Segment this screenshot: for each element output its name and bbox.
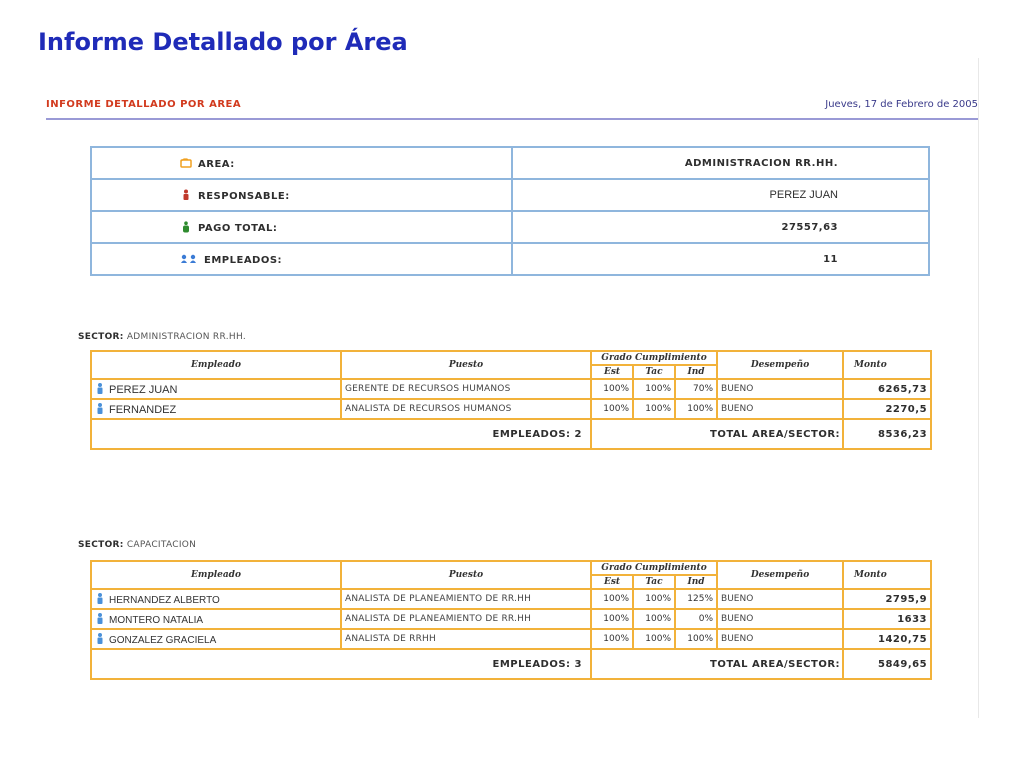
col-grado: Grado Cumplimiento	[591, 561, 717, 575]
grade-est: 100%	[591, 379, 633, 399]
person-icon	[96, 633, 104, 644]
col-monto: Monto	[843, 561, 931, 589]
col-empleado: Empleado	[91, 351, 341, 379]
employee-amount: 6265,73	[843, 379, 931, 399]
total-value: 5849,65	[843, 649, 931, 679]
grade-est: 100%	[591, 609, 633, 629]
employee-position: ANALISTA DE RRHH	[341, 629, 591, 649]
table-total-row	[91, 419, 931, 449]
money-bag-icon	[180, 221, 192, 233]
grade-ind: 100%	[675, 629, 717, 649]
employee-amount: 2270,5	[843, 399, 931, 419]
grade-tac: 100%	[633, 629, 675, 649]
col-monto: Monto	[843, 351, 931, 379]
total-label: TOTAL AREA/SECTOR:	[591, 419, 843, 449]
employee-name: GONZALEZ GRACIELA	[109, 634, 217, 646]
table-header	[91, 351, 931, 365]
employee-amount: 1420,75	[843, 629, 931, 649]
sector-label-prefix: SECTOR:	[78, 332, 124, 342]
table-total-row	[91, 649, 931, 679]
col-ind: Ind	[675, 365, 717, 379]
total-label: TOTAL AREA/SECTOR:	[591, 649, 843, 679]
employee-position: ANALISTA DE PLANEAMIENTO DE RR.HH	[341, 589, 591, 609]
area-value: ADMINISTRACION RR.HH.	[512, 147, 929, 179]
col-tac: Tac	[633, 575, 675, 589]
sector-table	[90, 350, 932, 450]
total-value: 8536,23	[843, 419, 931, 449]
responsable-label: RESPONSABLE:	[198, 190, 290, 202]
table-row	[91, 399, 931, 419]
summary-row-pago	[91, 211, 929, 243]
grade-tac: 100%	[633, 379, 675, 399]
report-date: Jueves, 17 de Febrero de 2005	[825, 99, 978, 110]
report-panel	[46, 58, 979, 718]
col-puesto: Puesto	[341, 351, 591, 379]
employee-count: EMPLEADOS: 2	[91, 419, 591, 449]
person-icon	[96, 383, 104, 394]
summary-table	[90, 146, 930, 276]
col-est: Est	[591, 575, 633, 589]
grade-ind: 70%	[675, 379, 717, 399]
folder-icon	[180, 157, 192, 169]
col-est: Est	[591, 365, 633, 379]
col-puesto: Puesto	[341, 561, 591, 589]
employee-position: ANALISTA DE RECURSOS HUMANOS	[341, 399, 591, 419]
grade-est: 100%	[591, 399, 633, 419]
summary-row-responsable	[91, 179, 929, 211]
sector-label-prefix: SECTOR:	[78, 540, 124, 550]
col-ind: Ind	[675, 575, 717, 589]
col-grado: Grado Cumplimiento	[591, 351, 717, 365]
summary-row-area	[91, 147, 929, 179]
people-icon	[180, 253, 198, 265]
sector-table	[90, 560, 932, 680]
pago-label: PAGO TOTAL:	[198, 222, 278, 234]
employee-performance: BUENO	[717, 609, 843, 629]
grade-tac: 100%	[633, 609, 675, 629]
area-label: AREA:	[198, 158, 235, 170]
summary-row-empleados	[91, 243, 929, 275]
table-row	[91, 609, 931, 629]
employee-performance: BUENO	[717, 589, 843, 609]
person-icon	[96, 613, 104, 624]
empleados-value: 11	[512, 243, 929, 275]
grade-tac: 100%	[633, 399, 675, 419]
table-row	[91, 629, 931, 649]
employee-name: HERNANDEZ ALBERTO	[109, 594, 220, 606]
report-header	[46, 96, 978, 120]
employee-amount: 2795,9	[843, 589, 931, 609]
employee-position: GERENTE DE RECURSOS HUMANOS	[341, 379, 591, 399]
employee-amount: 1633	[843, 609, 931, 629]
person-icon	[96, 403, 104, 414]
table-header	[91, 561, 931, 575]
employee-position: ANALISTA DE PLANEAMIENTO DE RR.HH	[341, 609, 591, 629]
grade-est: 100%	[591, 589, 633, 609]
sector-name: CAPACITACION	[126, 540, 197, 550]
empleados-label: EMPLEADOS:	[204, 254, 283, 266]
sector-name: ADMINISTRACION RR.HH.	[126, 332, 247, 342]
col-desempeno: Desempeño	[717, 561, 843, 589]
slide-title: Informe Detallado por Área	[38, 28, 408, 56]
grade-ind: 125%	[675, 589, 717, 609]
col-desempeno: Desempeño	[717, 351, 843, 379]
grade-ind: 100%	[675, 399, 717, 419]
pago-value: 27557,63	[512, 211, 929, 243]
employee-performance: BUENO	[717, 399, 843, 419]
grade-ind: 0%	[675, 609, 717, 629]
grade-tac: 100%	[633, 589, 675, 609]
employee-name: PEREZ JUAN	[109, 383, 178, 396]
employee-count: EMPLEADOS: 3	[91, 649, 591, 679]
employee-performance: BUENO	[717, 379, 843, 399]
person-icon	[180, 189, 192, 201]
table-row	[91, 589, 931, 609]
sector-label	[78, 332, 246, 342]
col-empleado: Empleado	[91, 561, 341, 589]
col-tac: Tac	[633, 365, 675, 379]
person-icon	[96, 593, 104, 604]
employee-name: FERNANDEZ	[109, 403, 177, 416]
employee-performance: BUENO	[717, 629, 843, 649]
table-row	[91, 379, 931, 399]
sector-label	[78, 540, 196, 550]
employee-name: MONTERO NATALIA	[109, 614, 204, 626]
grade-est: 100%	[591, 629, 633, 649]
responsable-value: PEREZ JUAN	[512, 179, 929, 211]
report-title: INFORME DETALLADO POR AREA	[46, 99, 242, 110]
